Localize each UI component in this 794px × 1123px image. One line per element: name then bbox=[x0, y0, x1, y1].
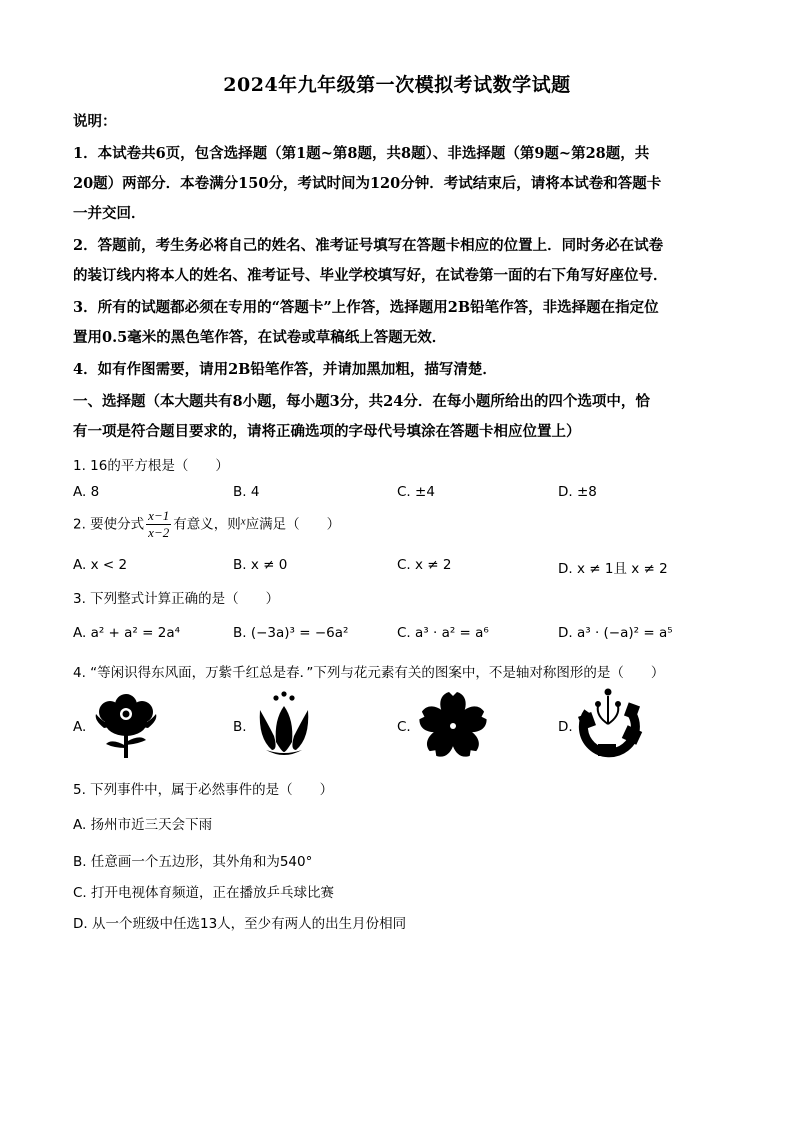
q3-option-d: D. a³ · (−a)² = a⁵ bbox=[558, 625, 673, 641]
q2-variable: x bbox=[240, 515, 246, 528]
ring-d-icon bbox=[576, 686, 648, 760]
question-5-stem: 5. 下列事件中，属于必然事件的是（ ） bbox=[73, 782, 334, 798]
q4-option-a: A. bbox=[73, 719, 87, 735]
tulip-b-icon bbox=[252, 690, 316, 758]
q1-option-d: D. ±8 bbox=[558, 484, 597, 500]
instruction-line: 一并交回． bbox=[73, 205, 146, 222]
clover-c-icon bbox=[414, 688, 492, 764]
instruction-line: 20题）两部分．本卷满分150分，考试时间为120分钟．考试结束后，请将本试卷和答题卡 bbox=[73, 175, 662, 192]
q5-option-c: C. 打开电视体育频道，正在播放乒乓球比赛 bbox=[73, 885, 335, 901]
q2-stem-before: 2. 要使分式 bbox=[73, 516, 145, 533]
q2-fraction-numerator: x−1 bbox=[148, 508, 170, 523]
q5-option-d: D. 从一个班级中任选13人，至少有两人的出生月份相同 bbox=[73, 916, 407, 932]
instruction-line: 3．所有的试题都必须在专用的“答题卡”上作答，选择题用2B铅笔作答，非选择题在指定位 bbox=[73, 299, 659, 316]
question-4-stem: 4. “等闲识得东风面，万紫千红总是春．”下列与花元素有关的图案中，不是轴对称图形的是（ ） bbox=[73, 665, 665, 681]
q3-option-b: B. (−3a)³ = −6a² bbox=[233, 625, 349, 641]
q5-option-b: B. 任意画一个五边形，其外角和为540° bbox=[73, 854, 313, 870]
q2-fraction bbox=[146, 508, 171, 541]
q2-stem-end: 应满足（ ） bbox=[245, 516, 341, 533]
instruction-line: 的装订线内将本人的姓名、准考证号、毕业学校填写好，在试卷第一面的右下角写好座位号． bbox=[73, 267, 668, 284]
q2-option-d: D. x ≠ 1且 x ≠ 2 bbox=[558, 561, 668, 577]
q4-option-b: B. bbox=[233, 719, 247, 735]
q1-option-c: C. ±4 bbox=[397, 484, 435, 500]
q4-option-c: C. bbox=[397, 719, 411, 735]
q2-option-c: C. x ≠ 2 bbox=[397, 557, 452, 573]
question-3-stem: 3. 下列整式计算正确的是（ ） bbox=[73, 591, 280, 607]
q1-option-a: A. 8 bbox=[73, 484, 100, 500]
q5-option-a: A. 扬州市近三天会下雨 bbox=[73, 817, 213, 833]
q2-fraction-denominator: x−2 bbox=[148, 525, 170, 540]
instruction-line: 2．答题前，考生务必将自己的姓名、准考证号填写在答题卡相应的位置上．同时务必在试卷 bbox=[73, 237, 664, 254]
instruction-line: 4．如有作图需要，请用2B铅笔作答，并请加黑加粗，描写清楚． bbox=[73, 361, 497, 378]
instruction-line: 置用0.5毫米的黑色笔作答，在试卷或草稿纸上答题无效． bbox=[73, 329, 447, 346]
section-heading-cont: 有一项是符合题目要求的，请将正确选项的字母代号填涂在答题卡相应位置上） bbox=[73, 423, 581, 440]
q4-option-d: D. bbox=[558, 719, 573, 735]
instruction-line: 1．本试卷共6页，包含选择题（第1题~第8题，共8题）、非选择题（第9题~第28题，共 bbox=[73, 145, 650, 162]
q3-option-c: C. a³ · a² = a⁶ bbox=[397, 625, 489, 641]
instructions-heading: 说明： bbox=[73, 113, 117, 130]
q1-option-b: B. 4 bbox=[233, 484, 260, 500]
question-1-stem: 1. 16的平方根是（ ） bbox=[73, 458, 229, 474]
flower-a-icon bbox=[90, 690, 162, 760]
q2-option-a: A. x < 2 bbox=[73, 557, 128, 573]
page-title: 2024年九年级第一次模拟考试数学试题 bbox=[223, 74, 571, 96]
section-heading: 一、选择题（本大题共有8小题，每小题3分，共24分．在每小题所给出的四个选项中，恰 bbox=[73, 393, 650, 410]
question-2-stem bbox=[73, 508, 340, 541]
q2-option-b: B. x ≠ 0 bbox=[233, 557, 288, 573]
q3-option-a: A. a² + a² = 2a⁴ bbox=[73, 625, 181, 641]
q2-stem-after: 有意义，则 bbox=[173, 516, 241, 533]
